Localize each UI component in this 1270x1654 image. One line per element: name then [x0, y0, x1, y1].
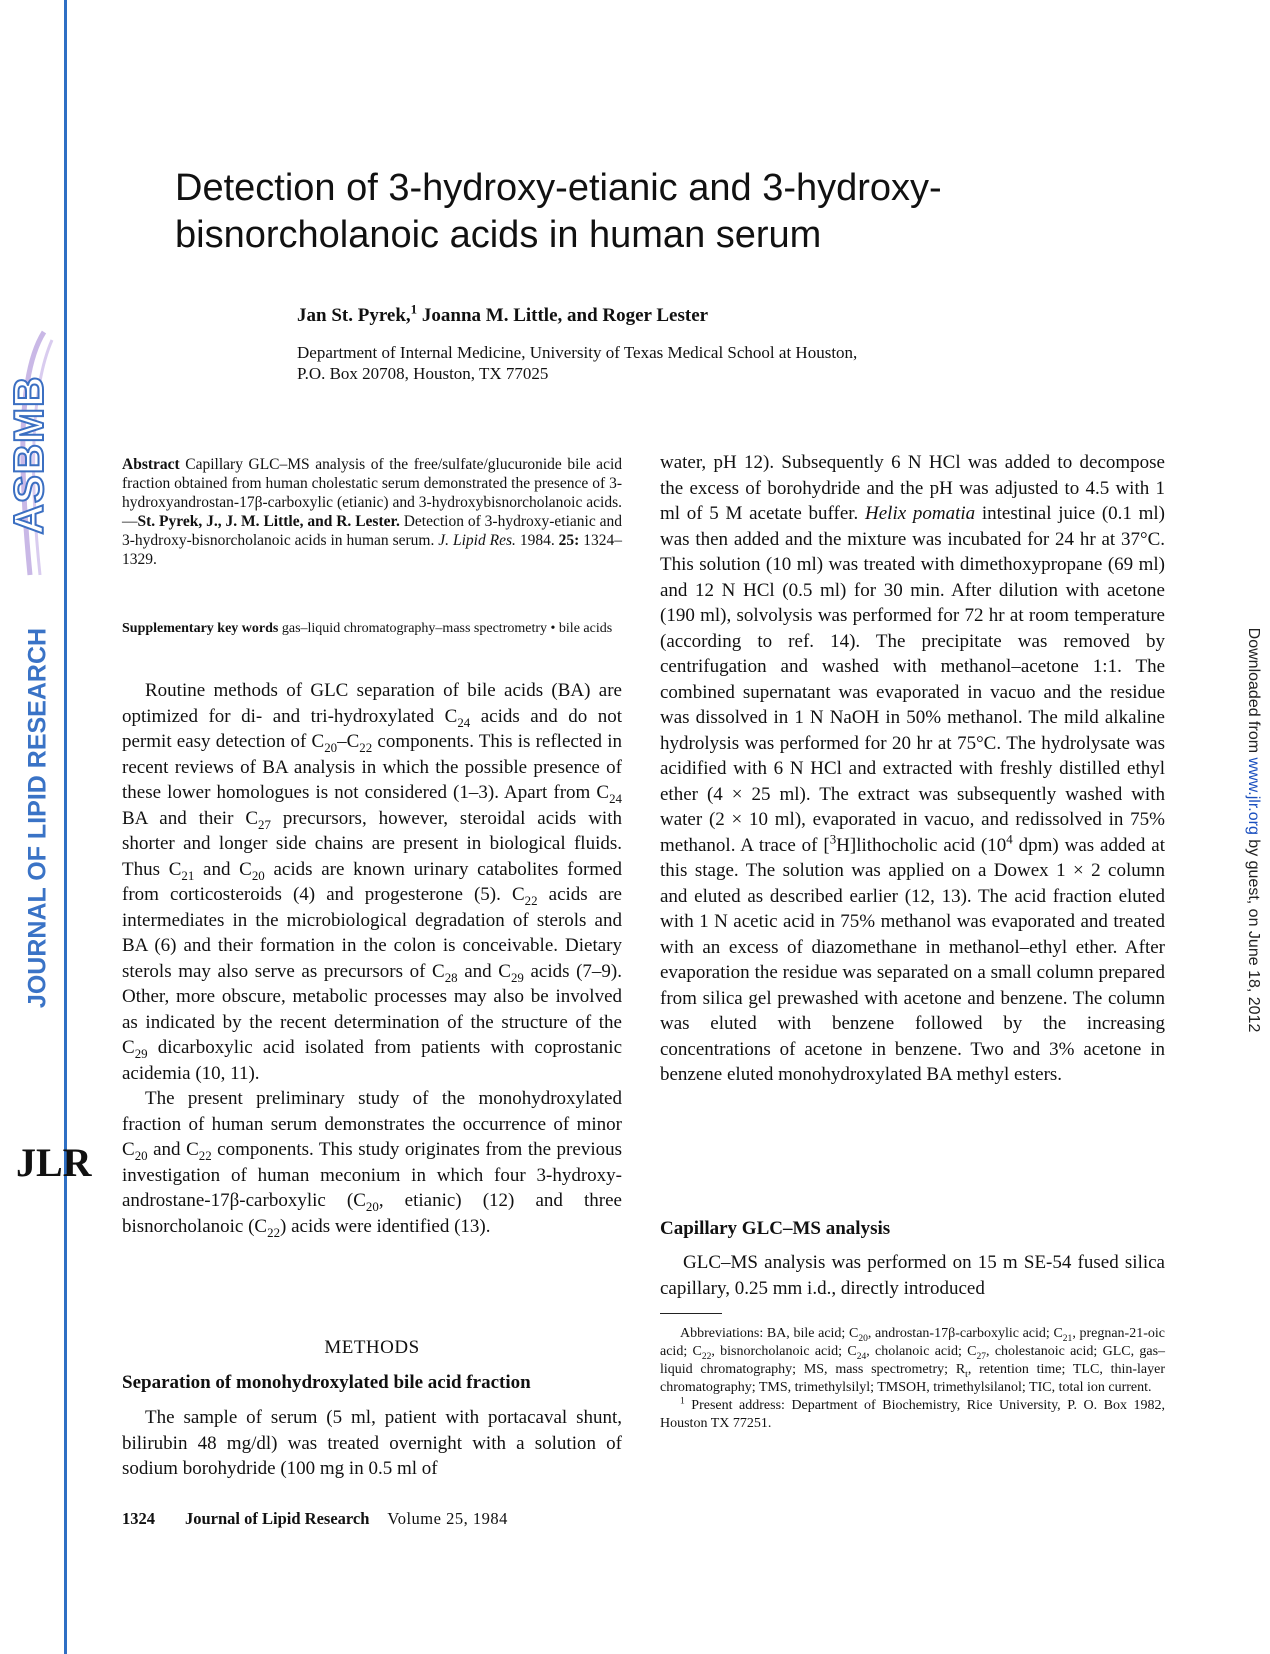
footnote-1: [660, 1397, 1165, 1433]
separation-text-left: [122, 1405, 622, 1482]
text-run: water, pH 12). Subsequently 6 N HCl was added to decompose the excess of borohydride and the pH was adjusted to 4.5 with 1 ml of 5: [660, 452, 1165, 524]
text-run: acids (7–9). Other, more obscure, metabolic processes may also be involved as indicated by the recent determination of the structure of the C: [122, 960, 622, 1058]
methods-heading: METHODS: [324, 1337, 420, 1358]
text-run: –C: [337, 731, 360, 752]
text-run: H]lithocholic acid (10: [836, 834, 1007, 856]
page-number: 1324: [122, 1509, 155, 1528]
abstract-year: 1984.: [515, 532, 559, 549]
subscript: 22: [359, 739, 373, 755]
text-run: and C: [147, 1139, 199, 1160]
superscript: 4: [1006, 831, 1013, 847]
author-list: [297, 301, 709, 327]
affiliation-line-1: Department of Internal Medicine, University of Texas Medical School at Houston,: [297, 343, 858, 362]
subscript: 20: [251, 867, 265, 883]
text-run: dpm) was added at this stage. The solution was applied on a Dowex 1 × 2 column and eluted as described earlier (12, 13). The acid fraction eluted with 1 N acetic acid in 75% methanol was evaporated and treated with an excess of diazomethane in methanol–ethyl ether. After evaporation the residue was separated on a small column prepared from silica gel prewashed with acetone and benzene. The column was eluted with benzene followed by the increasing concentrations of acetone in benzene. Two and 3% acetone in benzene eluted monohydroxylated BA methyl esters.: [660, 834, 1166, 1085]
intro-paragraph-1: [122, 678, 622, 1086]
subsection-heading-glc-ms: Capillary GLC–MS analysis: [660, 1218, 891, 1239]
molar-unit: M: [725, 503, 743, 524]
subscript: t: [965, 1369, 968, 1380]
text-run: acids and do not permit easy detection of C: [122, 705, 622, 752]
subscript: 20: [858, 1333, 868, 1344]
affiliation: [297, 342, 857, 384]
text-run: The present preliminary study of the monohydroxylated fraction of human serum demonstrates the occurrence of minor C: [122, 1088, 622, 1160]
subscript: 20: [134, 1147, 148, 1163]
footnote-1-text: Present address: Department of Biochemistry, Rice University, P. O. Box 1982, Houston TX 77251.: [660, 1398, 1165, 1431]
text-run: , cholanoic acid; C: [866, 1344, 977, 1359]
abstract-text-2: Detection of 3-hydroxy-etianic and 3-hydroxy-bisnorcholanoic acids in human serum.: [122, 513, 622, 549]
text-run: Abbreviations: BA, bile acid; C: [680, 1326, 859, 1341]
asbmb-logo-text: ASBMB: [5, 375, 52, 535]
abstract: [122, 455, 622, 569]
subscript: 28: [444, 969, 458, 985]
subscript: 22: [524, 892, 538, 908]
text-run: components. This is reflected in recent reviews of BA analysis in which the possible presence of these lower homologues is not considered (1–3). Apart from C: [122, 731, 622, 803]
text-run: , cholestanoic acid; GLC, gas–liquid chromatography; MS, mass spectrometry; R: [660, 1344, 1166, 1377]
superscript: 3: [829, 831, 837, 847]
separation-paragraph: The sample of serum (5 ml, patient with portacaval shunt, bilirubin 48 mg/dl) was treated overnight with a solution of sodium borohydride (100 mg in 0.5 ml of: [122, 1407, 622, 1479]
subscript: 27: [976, 1351, 987, 1362]
subscript: 22: [701, 1351, 712, 1362]
glc-ms-paragraph: GLC–MS analysis was performed on 15 m SE-54 fused silica capillary, 0.25 mm i.d., directly introduced: [660, 1252, 1165, 1299]
abstract-cite-authors: St. Pyrek, J., J. M. Little, and R. Lester.: [137, 513, 400, 530]
glc-ms-text: [660, 1250, 1165, 1301]
subscript: 27: [258, 816, 271, 832]
affiliation-line-2: P.O. Box 20708, Houston, TX 77025: [297, 364, 549, 383]
text-run: , bisnorcholanoic acid; C: [711, 1344, 857, 1359]
text-run: and C: [457, 960, 511, 982]
text-run: components. This study originates from the previous investigation of human meconium in which four 3-hydroxy-androstane-17β-carboxylic (C: [122, 1139, 622, 1211]
abstract-journal: J. Lipid Res.: [438, 532, 516, 549]
abstract-pages: 1324–1329.: [122, 532, 622, 568]
download-prefix: Downloaded from: [1245, 627, 1262, 758]
download-link[interactable]: www.jlr.org: [1245, 757, 1262, 835]
subscript: 21: [181, 867, 195, 883]
text-run: ) acids were identified (13).: [280, 1215, 491, 1237]
subscript: 22: [198, 1147, 212, 1163]
download-notice: [1244, 628, 1262, 1033]
author-footnote-mark: 1: [410, 301, 418, 317]
text-run: and C: [194, 858, 252, 880]
abstract-volume: 25:: [558, 532, 580, 549]
footer-journal: Journal of Lipid Research: [185, 1509, 370, 1528]
abstract-label: Abstract: [122, 456, 180, 473]
subscript: 24: [609, 790, 622, 806]
subscript: 20: [365, 1198, 379, 1214]
footer-volume: Volume 25, 1984: [387, 1509, 508, 1528]
footnotes: [660, 1325, 1165, 1433]
subscript: 22: [267, 1224, 281, 1240]
text-run: acetate buffer.: [742, 503, 866, 524]
text-run: acids are known urinary catabolites formed from corticosteroids (4) and progesterone (5). C: [122, 858, 622, 905]
page-footer: [122, 1509, 508, 1529]
article-title: Detection of 3-hydroxy-etianic and 3-hydroxy-bisnorcholanoic acids in human serum: [175, 167, 942, 256]
author-rest: Joanna M. Little, and Roger Lester: [417, 305, 709, 326]
keywords-text: gas–liquid chromatography–mass spectrometry • bile acids: [278, 621, 613, 636]
jlr-monogram-icon: [14, 1138, 92, 1185]
text-run: BA and their C: [122, 807, 258, 829]
journal-sidebar-label: JOURNAL OF LIPID RESEARCH: [23, 627, 52, 1009]
text-run: intestinal juice (0.1 ml) was then added and the mixture was incubated for 24 hr at 37°C. This solution (10 ml) was treated with dimethoxypropane (69 ml) and 12 N HCl (0.5 ml) for 30 min. After dilution with acetone (190 ml), solvolysis was performed for 72 hr at room temperature (according to ref. 14). The precipitate was removed by centrifugation and washed with methanol–acetone 1:1. The combined supernatant was evaporated in vacuo and the residue was dissolved in 1 N NaOH in 50% methanol. The mild alkaline hydrolysis was performed for 20 hr at 75°C. The hydrolysate was acidified with 6 N HCl and extracted with freshly distilled ethyl ether (4 × 25 ml). The extract was subsequently washed with water (2 × 10 ml), evaporated in vacuo, and redissolved in 75% methanol. A trace of [: [660, 503, 1166, 856]
left-margin-rule: [64, 0, 67, 1654]
download-suffix: by guest, on June 18, 2012: [1245, 834, 1262, 1033]
text-run: , etianic) (12) and three bisnorcholanoic (C: [122, 1190, 622, 1237]
subscript: 20: [324, 739, 338, 755]
intro-paragraph-2: [122, 1086, 622, 1239]
separation-paragraph-continued: [660, 450, 1165, 1088]
separation-text-right: [660, 450, 1165, 1088]
text-run: dicarboxylic acid isolated from patients with coprostanic acidemia (10, 11).: [122, 1037, 622, 1084]
author-first: Jan St. Pyrek,: [297, 305, 411, 326]
species-name: Helix pomatia: [865, 503, 976, 524]
subscript: 24: [457, 714, 471, 730]
introduction: [122, 678, 622, 1239]
asbmb-logo: [0, 330, 58, 580]
subscript: 29: [510, 969, 524, 985]
keywords-label: Supplementary key words: [122, 621, 279, 636]
jlr-monogram-text: JLR: [16, 1140, 92, 1185]
footnote-divider: [660, 1313, 722, 1314]
text-run: Routine methods of GLC separation of bile acids (BA) are optimized for di- and tri-hydroxylated C: [122, 680, 622, 727]
footnote-abbreviations: [660, 1325, 1165, 1397]
text-run: acids are intermediates in the microbiological degradation of sterols and BA (6) and their formation in the colon is conceivable. Dietary sterols may also serve as precursors of C: [122, 884, 622, 982]
subscript: 24: [856, 1351, 867, 1362]
abstract-text-1: Capillary GLC–MS analysis of the free/sulfate/glucuronide bile acid fraction obtained from human cholestatic serum demonstrated the presence of 3-hydroxyandrostan-17β-carboxylic (etianic) and 3-hydroxybisnorcholanoic acids.—: [122, 456, 622, 530]
keywords: [122, 620, 622, 638]
text-run: , pregnan-21-oic acid; C: [660, 1326, 1165, 1359]
text-run: , retention time; TLC, thin-layer chromatography; TMS, trimethylsilyl; TMSOH, trimethylsilanol; TIC, total ion current.: [660, 1362, 1165, 1395]
subscript: 29: [134, 1045, 148, 1061]
text-run: precursors, however, steroidal acids with shorter and longer side chains are present in biological fluids. Thus C: [122, 807, 622, 880]
footnote-mark: 1: [680, 1396, 685, 1407]
subscript: 21: [1062, 1333, 1073, 1344]
text-run: , androstan-17β-carboxylic acid; C: [867, 1326, 1063, 1341]
subsection-heading-separation: Separation of monohydroxylated bile acid fraction: [122, 1372, 531, 1393]
